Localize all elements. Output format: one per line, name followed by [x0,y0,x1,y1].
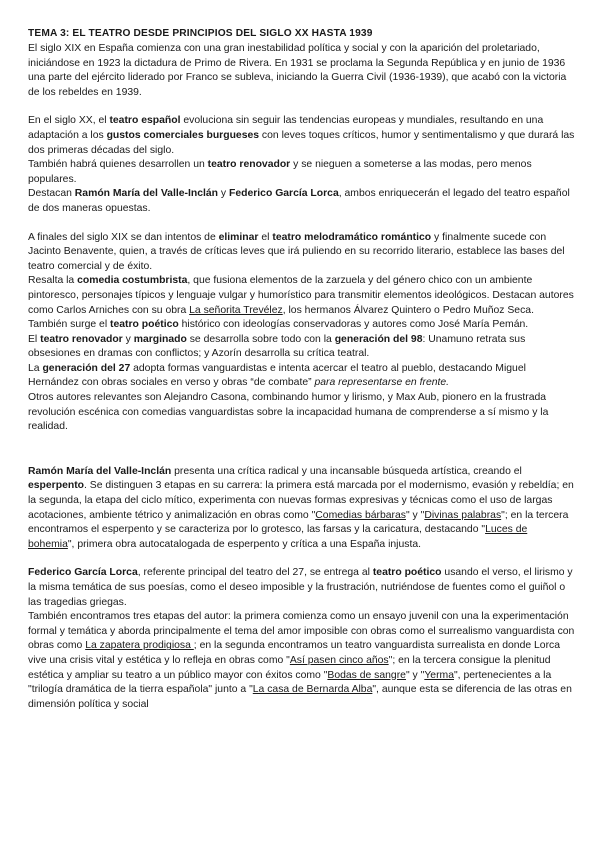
bold-term: teatro poético [110,319,179,331]
paragraph-teatro-poetico [28,318,576,333]
text: "; en la tercera consigue la plenitud estética y ampliar su teatro a un público mayor con éxitos como " [28,654,551,681]
spacer [28,217,576,231]
text: se desarrolla sobre todo con la [186,333,335,345]
text: . Se distinguen 3 etapas en su carrera: la primera está marcada por el modernismo, evasión y rebeldía; en la segunda, la etapa del ciclo mítico, experimenta con nuevas formas expresivas y técnicas como el uso de largas acotaciones, ambiente tétrico y animalización en obras como " [28,480,574,521]
text: En el siglo XX, el [28,115,110,127]
bold-term: generación del 27 [42,362,131,374]
text: " y " [405,669,425,681]
underlined-title: Luces de bohemia [28,524,528,550]
underlined-title: Divinas palabras [424,509,502,521]
bold-term: teatro español [109,115,181,127]
bold-term: teatro melodramático romántico [272,231,432,243]
paragraph-teatro-renovador [28,158,576,187]
paragraph-lorca-etapas [28,610,576,712]
text: : Unamuno retrata sus obsesiones en dramas con conflictos; y Azorín desarrolla su crítica teatral. [28,333,526,360]
bold-term: esperpento [28,480,85,492]
text: , los hermanos Álvarez Quintero o Pedro Muñoz Seca. [282,304,534,316]
underlined-title: La casa de Bernarda Alba [252,684,373,696]
bold-term: Ramón María del Valle-Inclán [28,465,172,477]
text: "; en la tercera encontramos el esperpento y se caracteriza por lo grotesco, las farsas y la caricatura, destacando " [28,509,569,536]
bold-term: comedia costumbrista [77,275,188,287]
page-title: TEMA 3: EL TEATRO DESDE PRINCIPIOS DEL SIGLO XX HASTA 1939 [28,28,373,39]
spacer [28,100,576,114]
paragraph-teatro-espanol [28,114,576,158]
underlined-title: La señorita Trevélez [189,304,283,316]
paragraph-historical-context [28,42,576,100]
text: y se nieguen a someterse a las modas, pero menos populares. [28,159,532,185]
paragraph-comedia-costumbrista [28,274,576,318]
text: , ambos enriquecerán el legado del teatro español de dos maneras opuestas. [28,188,570,214]
spacer [28,435,576,465]
text: ", pertenecientes a la "trilogía dramática de la tierra española" junto a " [28,669,552,696]
text: La [28,362,43,374]
text: , referente principal del teatro del 27, se entrega al [137,567,373,579]
text: y [122,333,134,345]
text: También encontramos tres etapas del autor: la primera comienza como un ensayo juvenil con una la experimentación formal y temática y aborda principalmente el tema del amor imposible con obras como el surrealismo vanguardista con obras como [28,611,575,652]
text: presenta una crítica radical y una incansable búsqueda artística, creando el [171,465,522,477]
text: el [258,231,273,243]
text: ", primera obra autocatalogada de esperpento y crítica a una España injusta. [67,538,422,550]
bold-term: Federico García Lorca [28,567,138,579]
italic-text: para representarse en frente. [314,377,450,389]
document-page [28,27,576,712]
bold-term: teatro poético [372,567,442,579]
paragraph-destacan [28,187,576,216]
underlined-title: Bodas de sangre [327,669,406,681]
paragraph-finales-siglo-xix [28,231,576,275]
text: ; en la segunda encontramos un teatro vanguardista surrealista en donde Lorca vive una crisis vital y estética y lo refleja en obras como " [28,640,561,666]
text: , que fusiona elementos de la zarzuela y del género chico con un ambiente pintoresco, personajes típicos y lenguaje vulgar y humorístico para transmitir elementos ideológicos. Destacan autores como Carlos Arniches con su obra [28,275,574,316]
text: ", aunque esta se diferencia de las otras en dimensión política y social [28,684,572,710]
text: También surge el [28,319,111,331]
underlined-title: Comedias bárbaras [315,509,406,521]
text: con leves toques críticos, humor y sentimentalismo y que durará las dos primeras décadas del siglo. [28,129,575,156]
paragraph-otros-autores [28,391,576,435]
text: El siglo XIX en España comienza con una gran inestabilidad política y social y con la aparición del proletariado, iniciándose en 1923 la dictadura de Primo de Rivera. En 1931 se proclama la Segunda República y en junio de 1936 una parte del ejército liderado por Franco se subleva, iniciando la Guerra Civil (1936-1939), que acabó con la victoria de los rebeldes en 1939. [28,43,567,98]
bold-term: gustos comerciales burgueses [106,129,260,141]
text: " y " [405,509,425,521]
text: También habrá quienes desarrollen un [28,159,208,171]
text: histórico con ideologías conservadoras y autores como José María Pemán. [178,319,529,331]
bold-term: teatro renovador [40,333,123,345]
text: y [218,188,229,200]
bold-term: eliminar [218,231,259,243]
underlined-title: Yerma [424,669,454,681]
paragraph-generacion-27 [28,362,576,391]
bold-term: Federico García Lorca [229,188,339,200]
text: evoluciona sin seguir las tendencias europeas y mundiales, resultando en una adaptación a los [28,115,544,141]
text: Resalta la [28,275,78,287]
underlined-title: La zapatera prodigiosa [85,640,194,652]
text: Otros autores relevantes son Alejandro Casona, combinando humor y lirismo, y Max Aub, pionero en la frustrada revolución escénica con comedias vanguardistas sobre la incapacidad humana de comprenderse a sí mismo y la realidad. [28,392,549,433]
bold-term: Ramón María del Valle-Inclán [74,188,219,200]
paragraph-valle-inclan [28,465,576,553]
text: Destacan [28,188,75,200]
spacer [28,552,576,566]
bold-term: marginado [133,333,187,345]
paragraph-garcia-lorca [28,566,576,610]
text: A finales del siglo XIX se dan intentos de [28,231,219,243]
text: y finalmente sucede con Jacinto Benavente, quien, a través de críticas leves que irá puliendo en su recorrido literario, establece las bases del teatro comercial y de éxito. [28,231,565,272]
paragraph-generacion-98 [28,333,576,362]
underlined-title: Así pasen cinco años [289,654,389,666]
bold-term: generación del 98 [334,333,423,345]
text: usando el verso, el lirismo y la misma temática de sus poesías, como el deseo imposible y la frustración, nutriéndose de fuentes como el guiñol o las tragedias griegas. [28,567,573,608]
bold-term: teatro renovador [207,159,291,171]
text: adopta formas vanguardistas e intenta acercar el teatro al pueblo, destacando Miguel Hernández con obras sociales en verso y obras “de combate” [28,362,526,389]
text: El [28,333,41,345]
